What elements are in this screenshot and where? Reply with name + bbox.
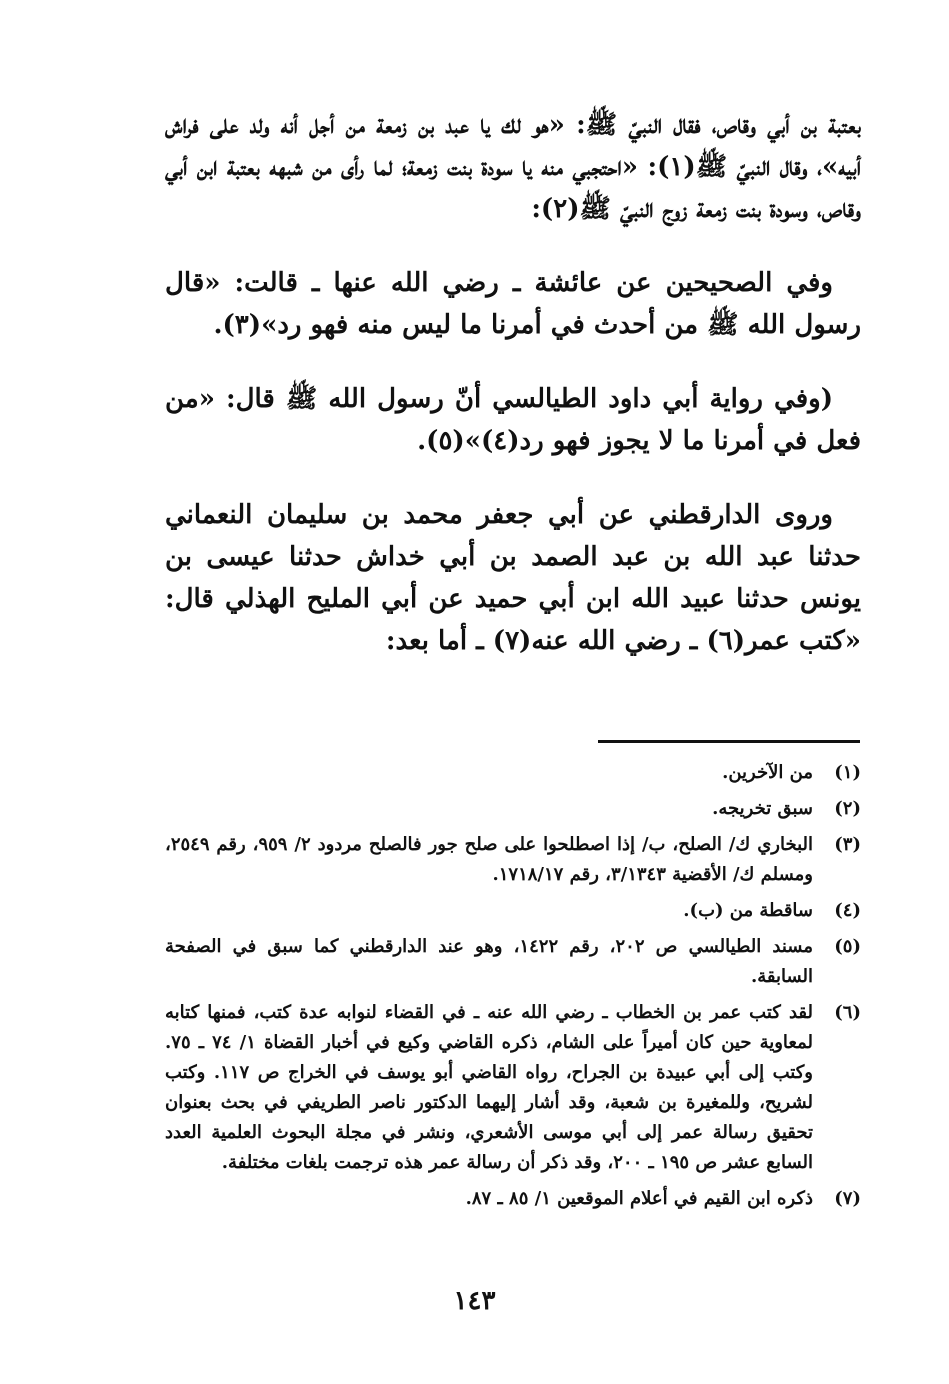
footnote-text: سبق تخريجه. bbox=[712, 798, 813, 819]
footnote-7 bbox=[165, 1184, 861, 1214]
footnote-3 bbox=[165, 830, 861, 890]
footnotes bbox=[165, 758, 861, 1220]
footnote-6 bbox=[165, 998, 861, 1178]
footnote-number: (٢) bbox=[834, 798, 861, 819]
page-number: ١٤٣ bbox=[453, 1286, 496, 1316]
footnote-number: (٦) bbox=[834, 1002, 861, 1023]
footnote-1 bbox=[165, 758, 861, 788]
main-text bbox=[165, 104, 861, 694]
paragraph-2: وفي الصحيحين عن عائشة ـ رضي الله عنها ـ قالت: «قال رسول الله ﷺ من أحدث في أمرنا ما ليس منه فهو رد»(٣). bbox=[165, 268, 861, 340]
footnote-text: مسند الطيالسي ص ٢٠٢، رقم ١٤٢٢، وهو عند الدارقطني كما سبق في الصفحة السابقة. bbox=[165, 936, 814, 987]
paragraph-3: (وفي رواية أبي داود الطيالسي أنّ رسول الله ﷺ قال: «من فعل في أمرنا ما لا يجوز فهو رد(٤)»(٥). bbox=[165, 384, 861, 456]
footnote-5 bbox=[165, 932, 861, 992]
paragraph-1: بعتبة بن أبي وقاص، فقال النبيّ ﷺ: «هو لك يا عبد بن زمعة من أجل أنه ولد على فراش أبيه»، وقال النبيّ ﷺ(١): «احتجبي منه يا سودة بنت زمعة؛ لما رأى من شبهه بعتبة ابن أبي وقاص، وسودة بنت زمعة زوج النبيّ ﷺ(٢): bbox=[165, 110, 861, 224]
footnote-4 bbox=[165, 896, 861, 926]
footnote-text: البخاري ك/ الصلح، ب/ إذا اصطلحوا على صلح جور فالصلح مردود ٢/ ٩٥٩، رقم ٢٥٤٩، ومسلم ك/ الأقضية ٣/١٣٤٣، رقم ١٧١٨/١٧. bbox=[165, 834, 813, 885]
footnote-text: ساقطة من (ب). bbox=[683, 900, 813, 921]
footnote-number: (٣) bbox=[834, 834, 861, 855]
footnote-number: (١) bbox=[834, 762, 861, 783]
paragraph-4: وروى الدارقطني عن أبي جعفر محمد بن سليمان النعماني حدثنا عبد الله بن عبد الصمد بن أبي خداش حدثنا عيسى بن يونس حدثنا عبيد الله ابن أبي حميد عن أبي المليح الهذلي قال: «كتب عمر(٦) ـ رضي الله عنه(٧) ـ أما بعد: bbox=[165, 500, 861, 656]
footnote-text: ذكره ابن القيم في أعلام الموقعين ١/ ٨٥ ـ ٨٧. bbox=[465, 1188, 813, 1209]
footnote-number: (٧) bbox=[834, 1188, 861, 1209]
footnote-number: (٥) bbox=[834, 936, 861, 957]
footnote-number: (٤) bbox=[834, 900, 861, 921]
footnote-text: لقد كتب عمر بن الخطاب ـ رضي الله عنه ـ في القضاء لنوابه عدة كتب، فمنها كتابه لمعاوية حين كان أميراً على الشام، ذكره القاضي وكيع في أخبار القضاة ١/ ٧٤ ـ ٧٥. وكتب إلى أبي عبيدة بن الجراح، رواه القاضي أبو يوسف في الخراج ص ١١٧. وكتب لشريح، وللمغيرة بن شعبة، وقد أشار إليهما الدكتور ناصر الطريفي في بحث بعنوان تحقيق رسالة عمر إلى أبي موسى الأشعري، ونشر في مجلة البحوث العلمية العدد السابع عشر ص ١٩٥ ـ ٢٠٠، وقد ذكر أن رسالة عمر هذه ترجمت بلغات مختلفة. bbox=[165, 1002, 813, 1173]
footnote-separator bbox=[598, 740, 860, 743]
footnote-2 bbox=[165, 794, 861, 824]
footnote-text: من الآخرين. bbox=[722, 762, 813, 783]
